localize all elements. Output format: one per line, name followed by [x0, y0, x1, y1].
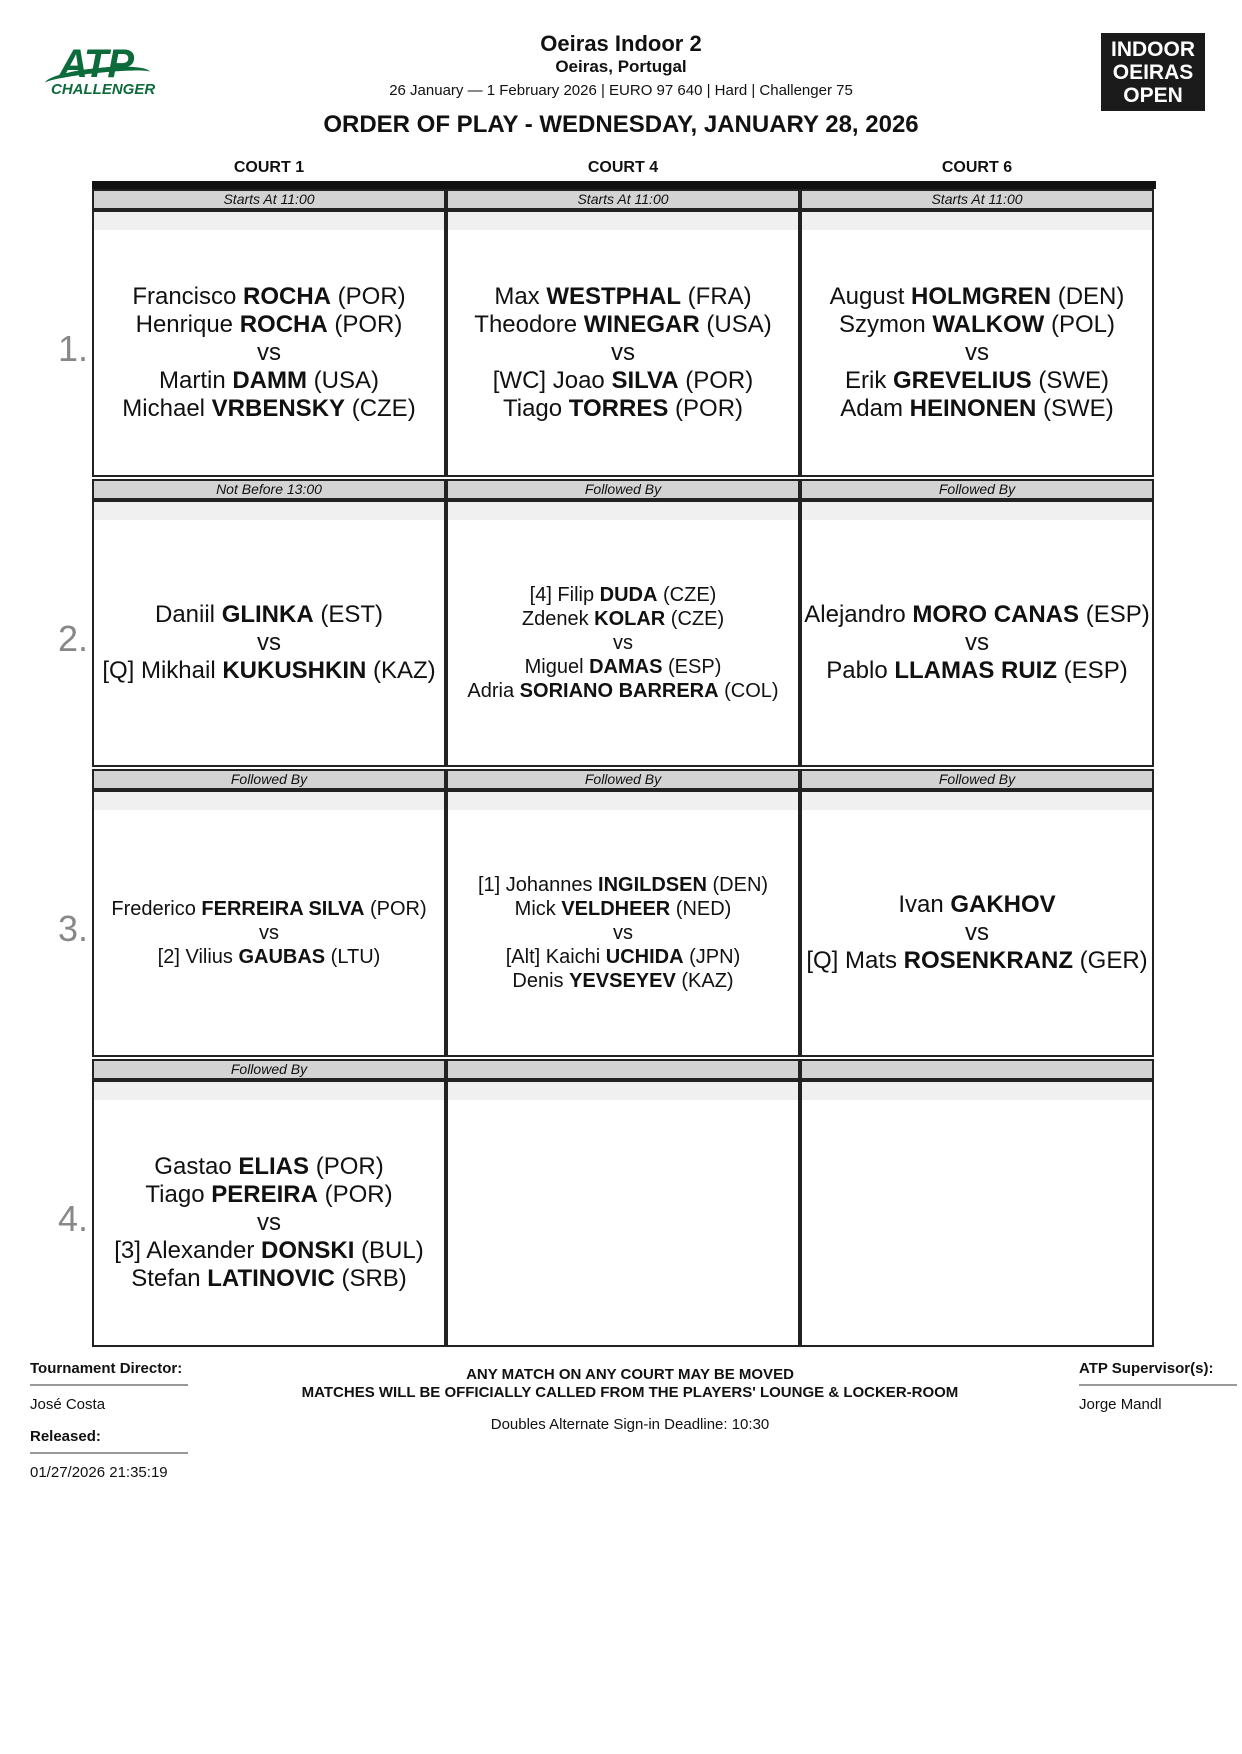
- player-prefix: Michael: [122, 394, 212, 422]
- player-surname: GAUBAS: [238, 945, 326, 968]
- player-surname: DAMM: [232, 366, 307, 394]
- player-prefix: Daniil: [154, 600, 222, 628]
- deadline-text: Doubles Alternate Sign-in Deadline: 10:30: [490, 1416, 770, 1433]
- match-body: [94, 230, 444, 475]
- player-country: (POR): [309, 1152, 384, 1180]
- player-surname: INGILDSEN: [598, 873, 707, 896]
- player-prefix: [Q] Mikhail: [102, 656, 223, 684]
- player-prefix: [WC] Joao: [492, 366, 612, 394]
- player-line: [158, 945, 381, 969]
- player-country: (CZE): [657, 583, 717, 606]
- court-header-1: COURT 1: [233, 159, 305, 176]
- cell-strip: [802, 792, 1152, 810]
- player-prefix: Henrique: [135, 310, 240, 338]
- match-body: [94, 520, 444, 765]
- supervisor-name: Jorge Mandl: [1079, 1396, 1162, 1413]
- match-body: [448, 520, 798, 765]
- player-country: (LTU): [325, 945, 381, 968]
- player-surname: TORRES: [568, 394, 669, 422]
- player-surname: ROCHA: [243, 282, 332, 310]
- match-cell: [92, 1078, 446, 1347]
- match-cell: [800, 1078, 1154, 1347]
- row-number: 2.: [58, 618, 89, 659]
- cell-strip: [448, 502, 798, 520]
- player-surname: LATINOVIC: [207, 1264, 335, 1292]
- notice-line: MATCHES WILL BE OFFICIALLY CALLED FROM THE PLAYERS' LOUNGE & LOCKER-ROOM: [301, 1384, 959, 1401]
- player-line: [830, 283, 1125, 311]
- player-surname: DONSKI: [261, 1236, 355, 1264]
- row-number: 1.: [58, 328, 89, 369]
- versus-label: vs: [257, 1208, 281, 1236]
- player-surname: KUKUSHKIN: [222, 656, 367, 684]
- player-line: [845, 367, 1109, 395]
- player-surname: PEREIRA: [211, 1180, 318, 1208]
- cell-strip: [802, 212, 1152, 230]
- player-prefix: Denis: [512, 969, 570, 992]
- player-line: [506, 945, 741, 969]
- versus-label: vs: [259, 921, 279, 944]
- player-line: [145, 1181, 392, 1209]
- schedule-note: Followed By: [800, 769, 1154, 790]
- cell-strip: [448, 1082, 798, 1100]
- player-line: [159, 367, 379, 395]
- cell-strip: [94, 1082, 444, 1100]
- schedule-note: Starts At 11:00: [800, 189, 1154, 210]
- player-line: [154, 1153, 383, 1181]
- match-body: [448, 1100, 798, 1345]
- player-line: [493, 367, 754, 395]
- player-country: (KAZ): [675, 969, 734, 992]
- court-header-2: COURT 4: [587, 159, 659, 176]
- released-label: Released:: [30, 1428, 101, 1445]
- player-country: (USA): [699, 310, 772, 338]
- schedule-note: Followed By: [92, 769, 446, 790]
- player-country: (DEN): [706, 873, 769, 896]
- cell-strip: [802, 502, 1152, 520]
- player-country: (POR): [317, 1180, 393, 1208]
- player-country: (CZE): [665, 607, 725, 630]
- player-surname: WESTPHAL: [546, 282, 682, 310]
- player-surname: HEINONEN: [909, 394, 1037, 422]
- player-surname: ROSENKRANZ: [903, 946, 1074, 974]
- player-surname: VELDHEER: [561, 897, 671, 920]
- divider: [30, 1384, 188, 1386]
- player-line: [111, 897, 426, 921]
- versus-label: vs: [613, 631, 633, 654]
- player-prefix: Gastao: [154, 1152, 239, 1180]
- player-surname: ROCHA: [239, 310, 328, 338]
- player-prefix: Miguel: [524, 655, 590, 678]
- match-body: [448, 810, 798, 1055]
- match-cell: [446, 498, 800, 767]
- atp-challenger-logo: ATP CHALLENGER: [45, 44, 155, 100]
- match-cell: [92, 208, 446, 477]
- player-surname: UCHIDA: [605, 945, 684, 968]
- player-line: [132, 283, 405, 311]
- player-prefix: Tiago: [502, 394, 569, 422]
- director-label: Tournament Director:: [30, 1360, 183, 1377]
- player-country: (SRB): [334, 1264, 407, 1292]
- player-surname: GREVELIUS: [892, 366, 1032, 394]
- player-surname: DUDA: [599, 583, 658, 606]
- match-cell: [446, 788, 800, 1057]
- supervisor-block: [1079, 1360, 1237, 1414]
- player-line: [530, 583, 717, 607]
- schedule-note: [446, 1059, 800, 1080]
- event-location: Oeiras, Portugal: [555, 57, 687, 76]
- player-prefix: [2] Vilius: [157, 945, 239, 968]
- player-surname: ELIAS: [238, 1152, 310, 1180]
- match-cell: [92, 788, 446, 1057]
- player-country: (GER): [1073, 946, 1148, 974]
- match-cell: [800, 498, 1154, 767]
- match-cell: [800, 208, 1154, 477]
- player-surname: SORIANO BARRERA: [519, 679, 719, 702]
- player-surname: VRBENSKY: [211, 394, 346, 422]
- cell-strip: [94, 502, 444, 520]
- player-line: [122, 395, 415, 423]
- schedule-note: Followed By: [92, 1059, 446, 1080]
- player-line: [898, 891, 1055, 919]
- player-country: (ESP): [1057, 656, 1128, 684]
- player-country: (POR): [364, 897, 427, 920]
- versus-label: vs: [965, 628, 989, 656]
- cell-strip: [448, 792, 798, 810]
- player-prefix: Adria: [467, 679, 520, 702]
- player-line: [806, 947, 1147, 975]
- player-prefix: Alejandro: [804, 600, 913, 628]
- player-surname: SILVA: [611, 366, 679, 394]
- director-block: [30, 1360, 188, 1482]
- player-prefix: [Q] Mats: [806, 946, 904, 974]
- notice: [260, 1366, 1000, 1402]
- player-prefix: [1] Johannes: [477, 873, 599, 896]
- match-cell: [800, 788, 1154, 1057]
- player-country: (SWE): [1036, 394, 1114, 422]
- schedule-note: Followed By: [446, 769, 800, 790]
- player-country: (POR): [678, 366, 754, 394]
- schedule-note: Followed By: [446, 479, 800, 500]
- player-country: (POR): [668, 394, 744, 422]
- cell-strip: [448, 212, 798, 230]
- player-country: (EST): [313, 600, 384, 628]
- supervisor-label: ATP Supervisor(s):: [1079, 1360, 1214, 1377]
- player-line: [155, 601, 383, 629]
- player-prefix: August: [829, 282, 912, 310]
- versus-label: vs: [257, 628, 281, 656]
- player-line: [131, 1265, 407, 1293]
- match-body: [448, 230, 798, 475]
- player-prefix: Mick: [514, 897, 562, 920]
- player-country: (CZE): [345, 394, 416, 422]
- player-country: (KAZ): [366, 656, 436, 684]
- court-header-3: COURT 6: [941, 159, 1013, 176]
- schedule-note: Starts At 11:00: [92, 189, 446, 210]
- player-line: [114, 1237, 423, 1265]
- divider: [30, 1452, 188, 1454]
- player-country: (POL): [1044, 310, 1116, 338]
- player-line: [494, 283, 751, 311]
- player-prefix: Pablo: [826, 656, 895, 684]
- versus-label: vs: [611, 338, 635, 366]
- director-name: José Costa: [30, 1396, 106, 1413]
- player-country: (ESP): [1079, 600, 1150, 628]
- player-prefix: Theodore: [474, 310, 584, 338]
- player-surname: WALKOW: [932, 310, 1045, 338]
- player-surname: DAMAS: [589, 655, 663, 678]
- player-prefix: [4] Filip: [529, 583, 600, 606]
- cell-strip: [94, 212, 444, 230]
- cell-strip: [94, 792, 444, 810]
- row-number: 4.: [58, 1198, 89, 1239]
- player-line: [839, 311, 1115, 339]
- player-country: (POR): [331, 282, 406, 310]
- player-country: (FRA): [681, 282, 752, 310]
- player-line: [512, 969, 733, 993]
- match-cell: [446, 208, 800, 477]
- match-body: [94, 1100, 444, 1345]
- player-prefix: Tiago: [145, 1180, 212, 1208]
- player-surname: MORO CANAS: [912, 600, 1080, 628]
- match-body: [802, 1100, 1152, 1345]
- versus-label: vs: [965, 338, 989, 366]
- player-prefix: Frederico: [111, 897, 202, 920]
- player-surname: YEVSEYEV: [569, 969, 676, 992]
- schedule-note: Followed By: [800, 479, 1154, 500]
- player-country: (NED): [670, 897, 732, 920]
- event-details: 26 January — 1 February 2026 | EURO 97 640 | Hard | Challenger 75: [389, 82, 853, 99]
- player-prefix: Erik: [844, 366, 893, 394]
- divider: [1079, 1384, 1237, 1386]
- header-rule: [92, 181, 1156, 189]
- match-body: [802, 810, 1152, 1055]
- player-surname: GAKHOV: [950, 890, 1056, 918]
- match-cell: [446, 1078, 800, 1347]
- player-country: (JPN): [683, 945, 741, 968]
- player-surname: LLAMAS RUIZ: [894, 656, 1058, 684]
- event-title: Oeiras Indoor 2: [540, 31, 702, 56]
- player-prefix: Adam: [840, 394, 910, 422]
- versus-label: vs: [257, 338, 281, 366]
- player-line: [522, 607, 724, 631]
- player-surname: WINEGAR: [583, 310, 700, 338]
- notice-line: ANY MATCH ON ANY COURT MAY BE MOVED: [466, 1366, 794, 1383]
- schedule-note: Not Before 13:00: [92, 479, 446, 500]
- player-surname: HOLMGREN: [911, 282, 1052, 310]
- match-body: [802, 520, 1152, 765]
- page-title: ORDER OF PLAY - WEDNESDAY, JANUARY 28, 2026: [323, 111, 919, 138]
- player-surname: FERREIRA SILVA: [201, 897, 365, 920]
- versus-label: vs: [613, 921, 633, 944]
- player-prefix: Francisco: [132, 282, 244, 310]
- match-body: [802, 230, 1152, 475]
- player-prefix: Zdenek: [521, 607, 595, 630]
- player-line: [503, 395, 743, 423]
- player-line: [136, 311, 403, 339]
- player-line: [525, 655, 722, 679]
- player-surname: KOLAR: [594, 607, 666, 630]
- player-line: [467, 679, 778, 703]
- player-prefix: [3] Alexander: [114, 1236, 262, 1264]
- player-country: (DEN): [1051, 282, 1125, 310]
- row-number: 3.: [58, 908, 89, 949]
- player-prefix: Szymon: [838, 310, 933, 338]
- indoor-oeiras-open-logo: INDOOR OEIRAS OPEN: [1101, 33, 1205, 111]
- player-country: (USA): [307, 366, 379, 394]
- player-prefix: Max: [494, 282, 547, 310]
- player-line: [826, 657, 1127, 685]
- versus-label: vs: [965, 918, 989, 946]
- player-country: (COL): [718, 679, 779, 702]
- player-prefix: Stefan: [131, 1264, 208, 1292]
- player-line: [804, 601, 1149, 629]
- player-line: [515, 897, 732, 921]
- player-country: (BUL): [354, 1236, 424, 1264]
- player-prefix: [Alt] Kaichi: [505, 945, 606, 968]
- player-line: [102, 657, 435, 685]
- schedule-note: [800, 1059, 1154, 1080]
- player-line: [478, 873, 768, 897]
- player-prefix: Martin: [158, 366, 233, 394]
- event-header: [300, 31, 942, 102]
- match-cell: [92, 498, 446, 767]
- cell-strip: [802, 1082, 1152, 1100]
- player-line: [840, 395, 1113, 423]
- player-line: [474, 311, 771, 339]
- player-country: (SWE): [1031, 366, 1110, 394]
- player-country: (POR): [327, 310, 403, 338]
- player-country: (ESP): [662, 655, 722, 678]
- released-value: 01/27/2026 21:35:19: [30, 1464, 168, 1481]
- player-surname: GLINKA: [221, 600, 314, 628]
- match-body: [94, 810, 444, 1055]
- schedule-note: Starts At 11:00: [446, 189, 800, 210]
- player-prefix: Ivan: [898, 890, 951, 918]
